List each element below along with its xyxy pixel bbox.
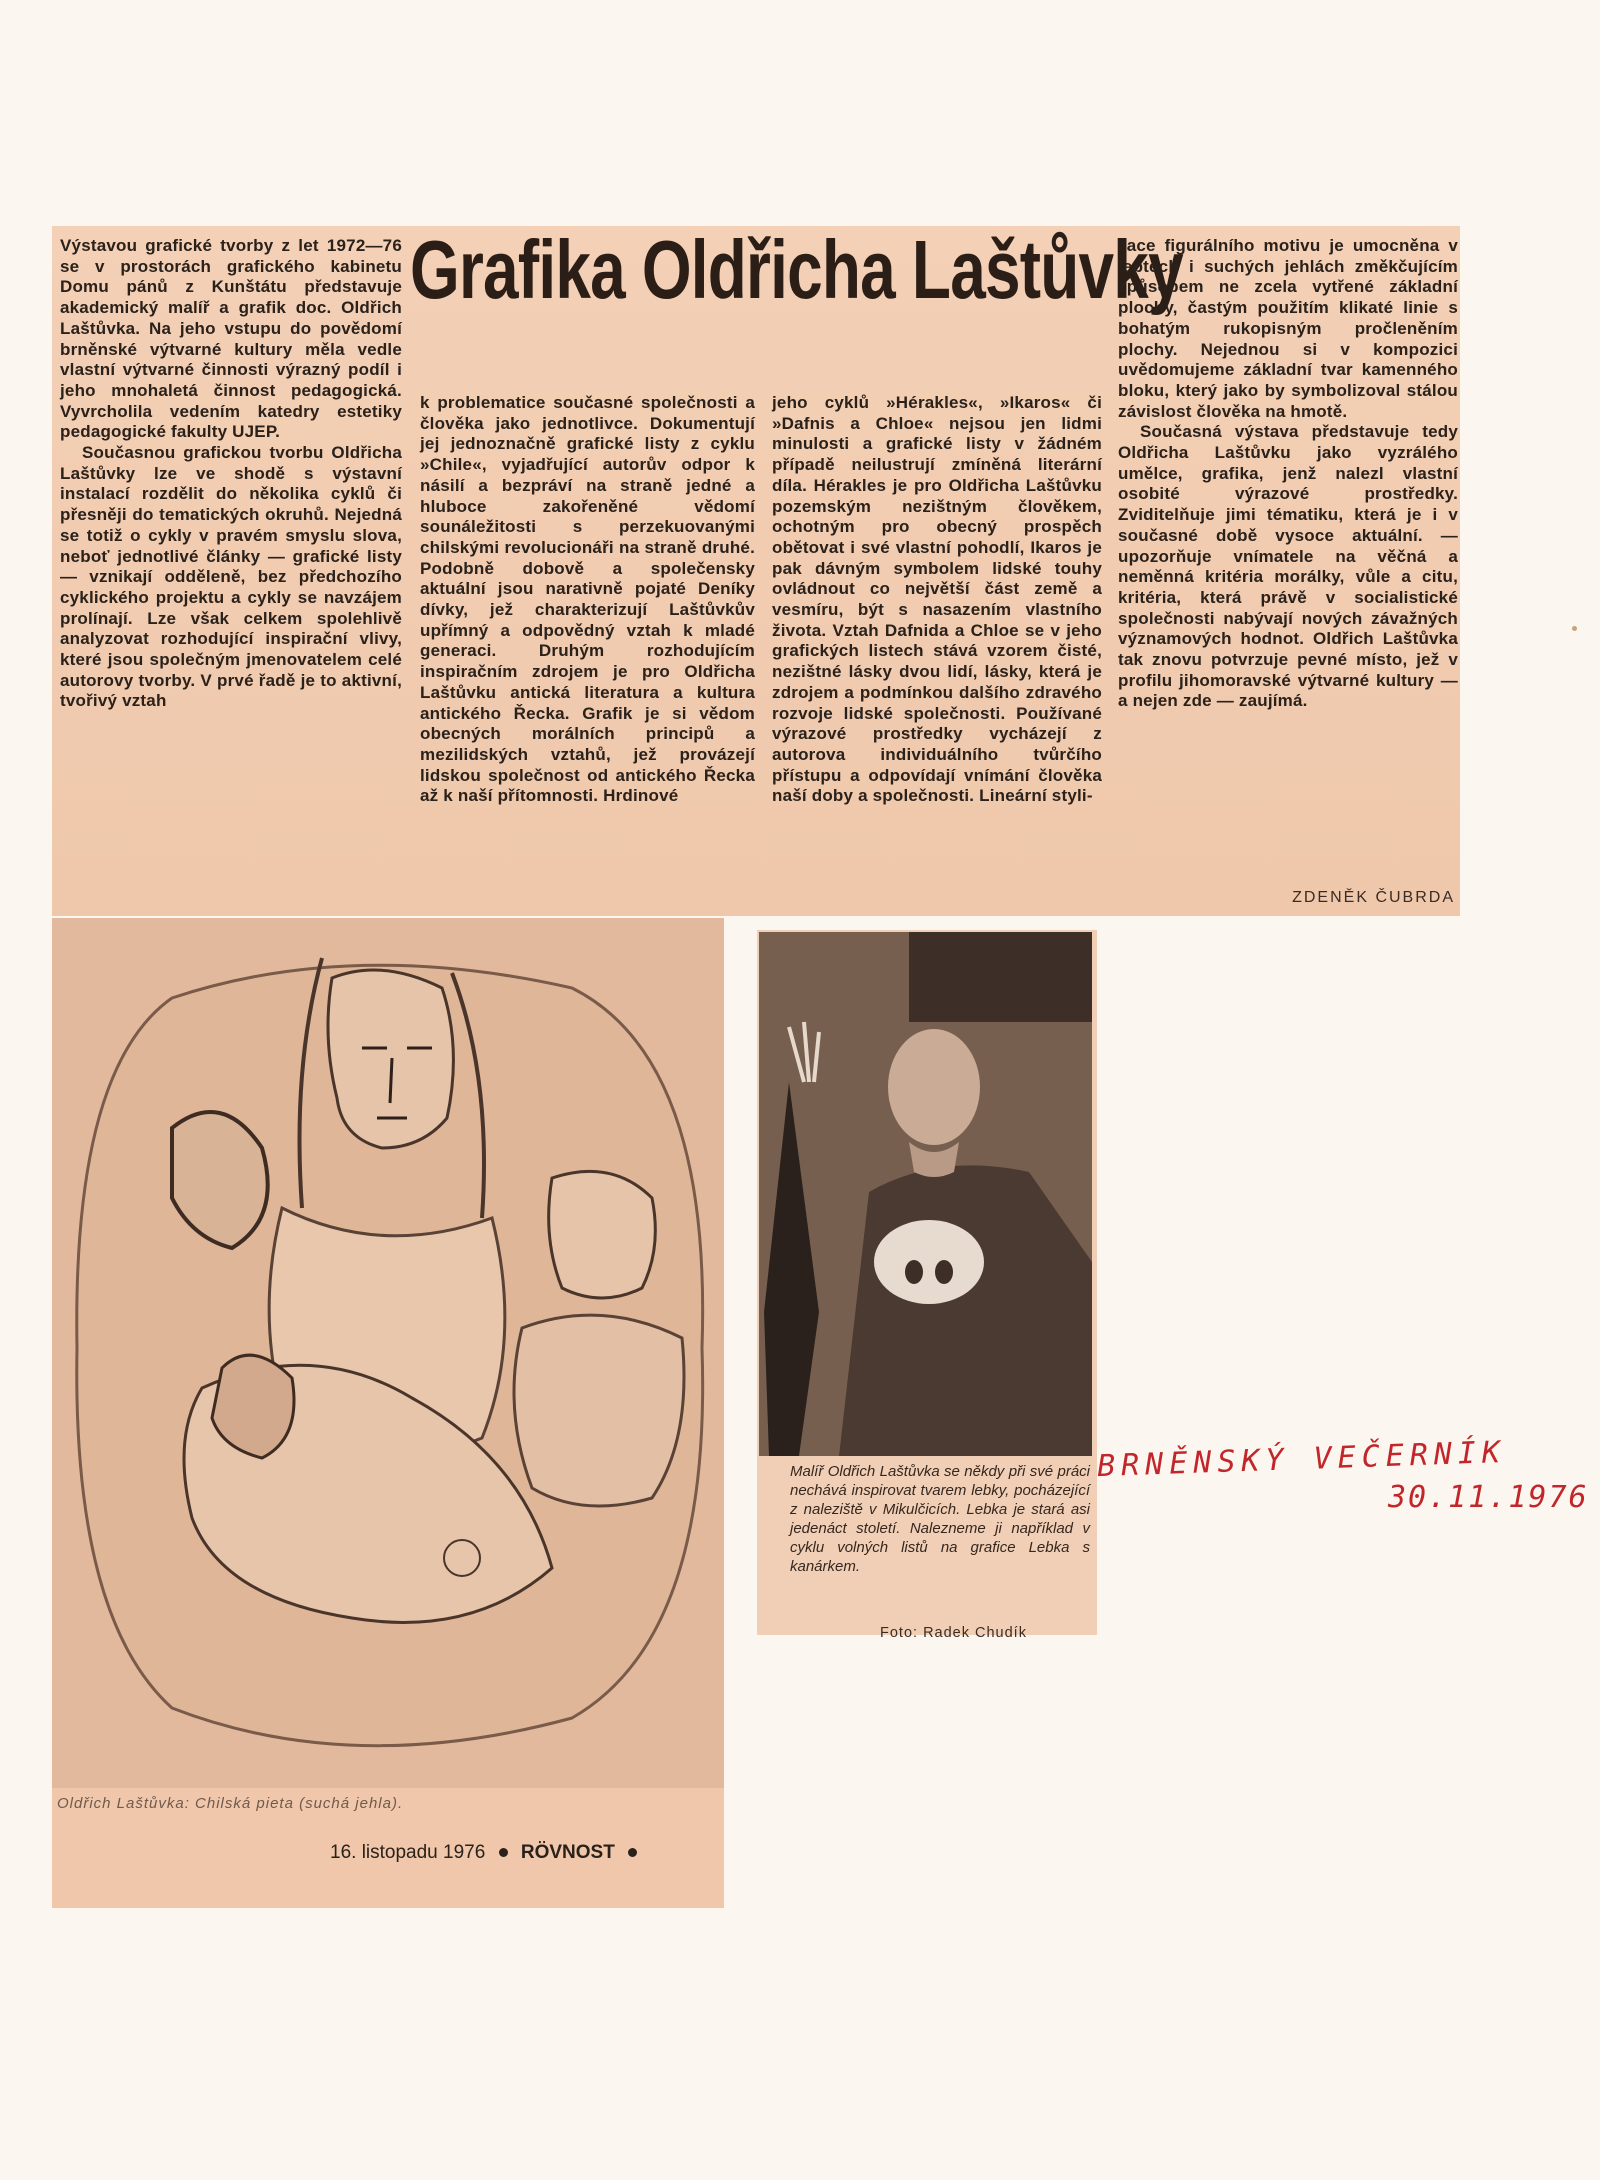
paragraph: Výstavou grafické tvorby z let 1972—76 se v prostorách grafického kabinetu Domu pánů z Kunštátu představuje akademický malíř a grafik doc. Oldřich Laštůvka. Na jeho vstupu do povědomí brněnské výtvarné kultury měla vedle vlastní výtvarné činnosti výrazný podíl i jeho mnohaletá činnost pedagogická. Vyvrcholila vedením katedry estetiky pedagogické fakulty UJEP. — [60, 236, 402, 442]
article-column-4 — [1118, 236, 1458, 712]
article-column-2 — [420, 393, 755, 807]
author-byline: ZDENĚK ČUBRDA — [1292, 889, 1455, 906]
paragraph: zace figurálního motivu je umocněna v leptech i suchých jehlách změkčujícím způsobem ne zcela vytřené základní plochy, častým použitím klikaté linie s bohatým rukopisným pročleněním plochy. Nejednou si v kompozici uvědomujeme základní tvar kamenného bloku, který jako by symbolizoval stálou závislost člověka na hmotě. — [1118, 236, 1458, 421]
publication-date: 16. listopadu 1976 — [330, 1842, 486, 1863]
artwork-image — [52, 918, 724, 1788]
newspaper-dateline — [330, 1842, 645, 1864]
photo-credit: Foto: Radek Chudík — [880, 1625, 1027, 1641]
handwritten-date: 30.11.1976 — [1388, 1480, 1589, 1515]
artist-photo — [759, 932, 1092, 1456]
article-column-3 — [772, 393, 1102, 807]
paragraph: Současná výstava představuje tedy Oldřicha Laštůvku jako vyzrálého umělce, grafika, jenž nalezl vlastní osobité výrazové prostředky. Zviditelňuje jimi tématiku, která je i v současné době vysoce aktuální. — upozorňuje vnímatele na věčná a neměnná kritéria morálky, vůle a citu, kritéria, která právě v socialistické společnosti nabývají nových závažných významových hodnot. Oldřich Laštůvka tak znovu potvrzuje pevné místo, jež v profilu jihomoravské výtvarné kultury — a nejen zde — zaujímá. — [1118, 422, 1458, 711]
paragraph: k problematice současné společnosti a člověka jako jednotlivce. Dokumentují jej jednoznačně grafické listy z cyklu »Chile«, vyjadřující autorův odpor k násilí a bezpráví na straně jedné a hluboce zakořeněné vědomí sounáležitosti s perzekuovanými chilskými revolucionáři na straně druhé. Podobně dobově a společensky aktuální jsou narativně pojaté Deníky dívky, jež charakterizují Laštůvkův upřímný a odpovědný vztah k mladé generaci. Druhým rozhodujícím inspiračním zdrojem je pro Oldřicha Laštůvku antická literatura a kultura antického Řecka. Grafik je si vědom obecných morálních principů a mezilidských vztahů, jež provázejí lidskou společnost od antického Řecka až k naší přítomnosti. Hrdinové — [420, 393, 755, 806]
paragraph: Současnou grafickou tvorbu Oldřicha Laštůvky lze ve shodě s výstavní instalací rozdělit do několika cyklů či přesněji do tematických okruhů. Nejedná se totiž o cykly v pravém smyslu slova, neboť jednotlivé články — grafické listy — vznikají odděleně, bez předchozího cyklického projektu a cykly se navzájem prolínají. Lze však celkem spolehlivě analyzovat rozhodující inspirační vlivy, které jsou společným jmenovatelem celé autorovy tvorby. V prvé řadě je to aktivní, tvořivý vztah — [60, 443, 402, 711]
paper-speck — [1572, 626, 1577, 631]
article-column-1 — [60, 236, 402, 712]
handwritten-paper-name: BRNĚNSKÝ VEČERNÍK — [1096, 1434, 1507, 1485]
paragraph: jeho cyklů »Hérakles«, »Ikaros« či »Dafnis a Chloe« nejsou jen lidmi minulosti a grafické listy v žádném případě neilustrují zmíněná literární díla. Hérakles je pro Oldřicha Laštůvku pozemským nezištným člověkem, ochotným pro obecný prospěch obětovat i své vlastní pohodlí, Ikaros je pak dávným symbolem lidské touhy ovládnout co největší část země a vesmíru, být s nasazením vlastního života. Vztah Dafnida a Chloe se v jeho grafických listech stává vzorem čisté, nezištné lásky dvou lidí, lásky, která je zdrojem a podmínkou dalšího zdravého rozvoje lidské společnosti. Používané výrazové prostředky vycházejí z autorova individuálního tvůrčího přístupu a odpovídají vnímání člověka naší doby a společnosti. Lineární styli- — [772, 393, 1102, 806]
bullet-icon — [499, 1848, 508, 1857]
photo-caption: Malíř Oldřich Laštůvka se někdy při své práci nechává inspirovat tvarem lebky, pocházející z naleziště v Mikulčicích. Lebka je stará asi jedenáct století. Nalezneme ji například v cyklu volných listů na grafice Lebka s kanárkem. — [790, 1463, 1090, 1575]
headline: Grafika Oldřicha Laštůvky — [410, 223, 1183, 316]
bullet-icon — [628, 1848, 637, 1857]
artwork-caption: Oldřich Laštůvka: Chilská pieta (suchá jehla). — [57, 1795, 404, 1812]
newspaper-name: RÖVNOST — [520, 1842, 615, 1863]
